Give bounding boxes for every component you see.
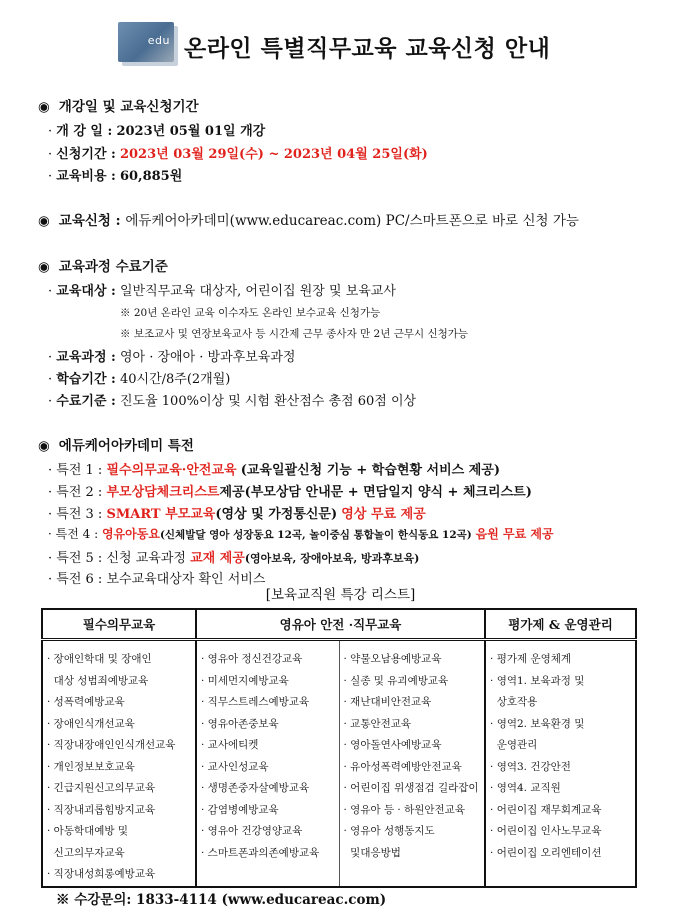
header <box>118 22 578 68</box>
list-item: · 어린이집 오리엔테이션 <box>490 846 602 859</box>
list-item: · 교사에티켓 <box>201 739 259 751</box>
list-item: · 직무스트레스예방교육 <box>201 696 310 708</box>
list-item: · 교통안전교육 <box>343 717 412 730</box>
list-item: 신고의무자교육 <box>47 846 125 859</box>
benefit-4: · 특전 4 : 영유아동요(신체발달 영아 성장동요 12곡, 놀이중심 통합놀이 한식동요 12곡) 음원 무료 제공 <box>48 527 554 541</box>
section-title-text: 에듀케어아카데미 특전 <box>58 438 194 454</box>
list-item: · 영유아존중보육 <box>201 717 279 730</box>
benefit-text: 제공(부모상담 안내문 + 면담일지 양식 + 체크리스트) <box>219 485 532 500</box>
benefit-text: (교육일괄신청 기능 + 학습현황 서비스 제공) <box>240 463 501 478</box>
benefit-text: 신청 교육과정 <box>106 551 186 566</box>
benefit-text: (영아보육, 장애아보육, 방과후보육) <box>244 552 420 565</box>
period-row: · 학습기간 : 40시간/8주(2개월) <box>48 372 231 387</box>
benefit-highlight: 부모상담체크리스트 <box>106 485 220 500</box>
section-criteria-title <box>38 255 168 275</box>
list-item: · 재난대비안전교육 <box>343 696 432 708</box>
row-value: 40시간/8주(2개월) <box>119 372 231 387</box>
contact-info: ※ 수강문의: 1833-4114 (www.educareac.com) <box>56 892 387 908</box>
list-item: · 영유아 건강영양교육 <box>201 825 303 837</box>
note-1: ※ 20년 온라인 교육 이수자도 온라인 보수교육 신청가능 <box>120 307 381 319</box>
row-label: 학습기간 : <box>56 372 116 387</box>
benefit-label: 특전 4 : <box>55 527 99 541</box>
section-title-text: 교육신청 : <box>58 213 121 229</box>
list-item: · 유아성폭력예방안전교육 <box>343 760 462 773</box>
note-2: ※ 보조교사 및 연장보육교사 등 시간제 근무 종사자 만 2년 근무시 신청가능 <box>120 328 469 340</box>
list-item: · 영아돌연사예방교육 <box>343 739 442 751</box>
list-item: · 미세먼지예방교육 <box>201 674 289 687</box>
bullseye-icon: ◉ <box>38 99 50 115</box>
list-item: · 영유아 성행동지도 <box>343 825 435 837</box>
list-item: 운영관리 <box>490 739 538 751</box>
list-item: · 생명존중자살예방교육 <box>201 782 310 794</box>
benefit-label: 특전 2 : <box>56 485 103 500</box>
lecture-list-title: [보육교직원 특강 리스트] <box>265 587 416 603</box>
list-item: · 영역1. 보육과정 및 <box>490 674 585 687</box>
section-title-text: 교육과정 수료기준 <box>58 259 168 275</box>
list-item: · 영역3. 건강안전 <box>490 760 571 773</box>
list-item: · 영역4. 교직원 <box>490 782 561 794</box>
bullseye-icon: ◉ <box>38 438 50 454</box>
apply-link-text: 에듀케어아카데미(www.educareac.com) PC/스마트폰으로 바로 신청 가능 <box>125 213 579 229</box>
row-label: 수료기준 : <box>56 394 116 409</box>
list-item: · 장애인학대 및 장애인 <box>47 653 152 665</box>
benefit-label: 특전 1 : <box>56 463 103 478</box>
list-item: · 실종 및 유괴예방교육 <box>343 674 449 687</box>
list-item: · 긴급지원신고의무교육 <box>47 782 156 794</box>
header-safety: 영유아 안전 ·직무교육 <box>196 609 485 640</box>
list-item: · 직장내성희롱예방교육 <box>47 868 156 880</box>
edu-logo <box>118 22 174 62</box>
row-label: 신청기간 : <box>56 147 116 162</box>
section-apply <box>38 209 579 229</box>
list-item: · 교사인성교육 <box>201 760 269 773</box>
benefit-1: · 특전 1 : 필수의무교육·안전교육 (교육일괄신청 기능 + 학습현황 서비스 제공) <box>48 463 501 478</box>
list-item: · 직장내괴롭힘방지교육 <box>47 803 156 816</box>
list-item: 및대응방법 <box>343 846 401 859</box>
benefit-2: · 특전 2 : 부모상담체크리스트제공(부모상담 안내문 + 면담일지 양식 + 체크리스트) <box>48 485 532 500</box>
lecture-list-table <box>41 608 637 888</box>
criteria-row: · 수료기준 : 진도율 100%이상 및 시험 환산점수 총점 60점 이상 <box>48 394 417 409</box>
bullseye-icon: ◉ <box>38 259 50 275</box>
benefit-3: · 특전 3 : SMART 부모교육(영상 및 가정통신문) 영상 무료 제공 <box>48 507 426 522</box>
list-item: · 어린이집 위생점검 길라잡이 <box>343 782 479 794</box>
list-item: · 약물오남용예방교육 <box>343 653 442 665</box>
list-item: · 직장내장애인인식개선교육 <box>47 739 176 751</box>
list-item: · 아동학대예방 및 <box>47 825 129 837</box>
row-value: 2023년 05월 01일 개강 <box>116 124 266 139</box>
bullseye-icon: ◉ <box>38 213 50 229</box>
row-value: 진도율 100%이상 및 시험 환산점수 총점 60점 이상 <box>119 394 417 409</box>
col-mandatory <box>42 640 196 887</box>
logo-text: edu <box>147 34 170 47</box>
benefit-highlight: SMART 부모교육 <box>106 507 216 522</box>
row-value: 일반직무교육 대상자, 어린이집 원장 및 보육교사 <box>119 284 396 299</box>
row-value: 2023년 03월 29일(수) ~ 2023년 04월 25일(화) <box>119 147 428 162</box>
header-evaluation: 평가제 & 운영관리 <box>485 609 636 640</box>
list-item: · 영유아 등 · 하원안전교육 <box>343 803 465 816</box>
schedule-apply-row: · 신청기간 : 2023년 03월 29일(수) ~ 2023년 04월 25일(화) <box>48 147 428 162</box>
list-item: · 평가제 운영체계 <box>490 653 572 665</box>
benefit-5: · 특전 5 : 신청 교육과정 교재 제공(영아보육, 장애아보육, 방과후보육) <box>48 551 420 566</box>
list-item: · 감염병예방교육 <box>201 803 279 816</box>
list-item: · 영역2. 보육환경 및 <box>490 717 585 730</box>
list-item: · 장애인식개선교육 <box>47 717 135 730</box>
row-value: 영아 · 장애아 · 방과후보육과정 <box>119 350 296 365</box>
list-item: 상호작용 <box>490 696 538 708</box>
benefit-highlight: 교재 제공 <box>190 551 245 566</box>
page-title: 온라인 특별직무교육 교육신청 안내 <box>184 36 551 62</box>
target-row: · 교육대상 : 일반직무교육 대상자, 어린이집 원장 및 보육교사 <box>48 284 396 299</box>
benefit-text: (신체발달 영아 성장동요 12곡, 놀이중심 통합놀이 한식동요 12곡) <box>159 529 472 541</box>
header-mandatory: 필수의무교육 <box>42 609 196 640</box>
course-row: · 교육과정 : 영아 · 장애아 · 방과후보육과정 <box>48 350 296 365</box>
benefit-label: 특전 5 : <box>56 551 103 566</box>
section-benefits-title <box>38 434 194 454</box>
row-label: 개 강 일 : <box>56 124 113 139</box>
benefit-label: 특전 3 : <box>56 507 103 522</box>
list-item: · 스마트폰과의존예방교육 <box>201 846 320 859</box>
benefit-text: 보수교육대상자 확인 서비스 <box>106 572 266 587</box>
row-label: 교육대상 : <box>56 284 116 299</box>
schedule-fee-row: · 교육비용 : 60,885원 <box>48 169 183 184</box>
col-safety-a <box>196 640 339 887</box>
list-item: 대상 성범죄예방교육 <box>47 674 149 687</box>
benefit-label: 특전 6 : <box>56 572 103 587</box>
col-evaluation <box>485 640 636 887</box>
list-item: · 성폭력예방교육 <box>47 696 125 708</box>
benefit-highlight: 영유아동요 <box>101 527 160 541</box>
list-item: · 어린이집 인사노무교육 <box>490 825 602 837</box>
benefit-highlight-2: 영상 무료 제공 <box>341 507 426 522</box>
benefit-highlight: 필수의무교육·안전교육 <box>106 463 237 478</box>
list-item: · 개인정보보호교육 <box>47 760 135 773</box>
benefit-6: · 특전 6 : 보수교육대상자 확인 서비스 <box>48 572 266 587</box>
schedule-start-row: · 개 강 일 : 2023년 05월 01일 개강 <box>48 124 266 139</box>
list-item: · 영유아 정신건강교육 <box>201 653 303 665</box>
list-item: · 어린이집 재무회계교육 <box>490 803 602 816</box>
row-label: 교육비용 : <box>56 169 116 184</box>
row-label: 교육과정 : <box>56 350 116 365</box>
col-safety-b <box>339 640 485 887</box>
benefit-text: (영상 및 가정통신문) <box>215 507 338 522</box>
section-schedule-title <box>38 95 199 115</box>
benefit-highlight-2: 음원 무료 제공 <box>475 527 554 541</box>
section-title-text: 개강일 및 교육신청기간 <box>58 99 199 115</box>
row-value: 60,885원 <box>119 169 183 184</box>
